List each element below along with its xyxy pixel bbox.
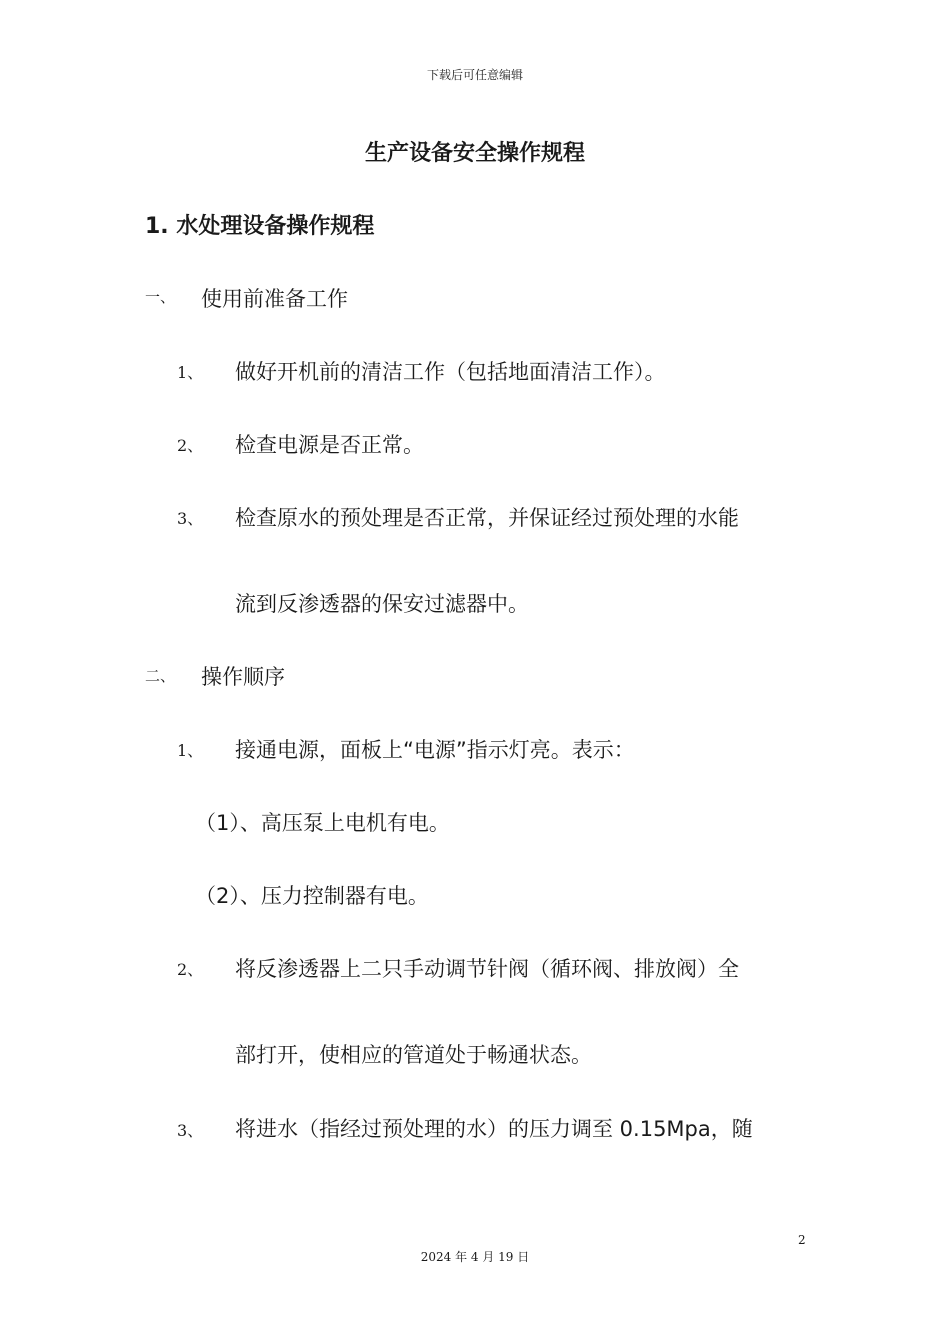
part-title: 使用前准备工作 xyxy=(201,287,348,311)
list-item-number: 3、 xyxy=(177,1121,204,1140)
header-note: 下载后可任意编辑 xyxy=(426,68,523,82)
list-item-text-continued: 流到反渗透器的保安过滤器中。 xyxy=(235,592,529,616)
list-item-text: 做好开机前的清洁工作（包括地面清洁工作）。 xyxy=(235,360,666,384)
list-item-number: 2、 xyxy=(177,436,204,455)
section-heading: 1. 水处理设备操作规程 xyxy=(145,214,375,239)
list-item-text: 将进水（指经过预处理的水）的压力调至 0.15Mpa，随 xyxy=(235,1117,753,1141)
sub-item-text: （1）、高压泵上电机有电。 xyxy=(195,811,450,835)
list-item-number: 2、 xyxy=(177,960,204,979)
list-item-number: 1、 xyxy=(177,741,204,760)
list-item-text: 检查电源是否正常。 xyxy=(235,433,424,457)
document-title: 生产设备安全操作规程 xyxy=(364,141,585,166)
list-item-text-continued: 部打开，使相应的管道处于畅通状态。 xyxy=(235,1043,592,1067)
part-number: 二、 xyxy=(145,667,176,685)
list-item-text: 接通电源，面板上“电源”指示灯亮。表示： xyxy=(235,738,635,762)
sub-item-text: （2）、压力控制器有电。 xyxy=(195,884,429,908)
footer-date: 2024 年 4 月 19 日 xyxy=(420,1250,530,1264)
list-item-number: 3、 xyxy=(177,509,204,528)
list-item-number: 1、 xyxy=(177,363,204,382)
list-item-text: 将反渗透器上二只手动调节针阀（循环阀、排放阀）全 xyxy=(235,957,739,981)
part-title: 操作顺序 xyxy=(201,665,285,689)
list-item-text: 检查原水的预处理是否正常，并保证经过预处理的水能 xyxy=(235,506,739,530)
part-number: 一、 xyxy=(145,288,176,306)
page-number: 2 xyxy=(798,1233,806,1247)
